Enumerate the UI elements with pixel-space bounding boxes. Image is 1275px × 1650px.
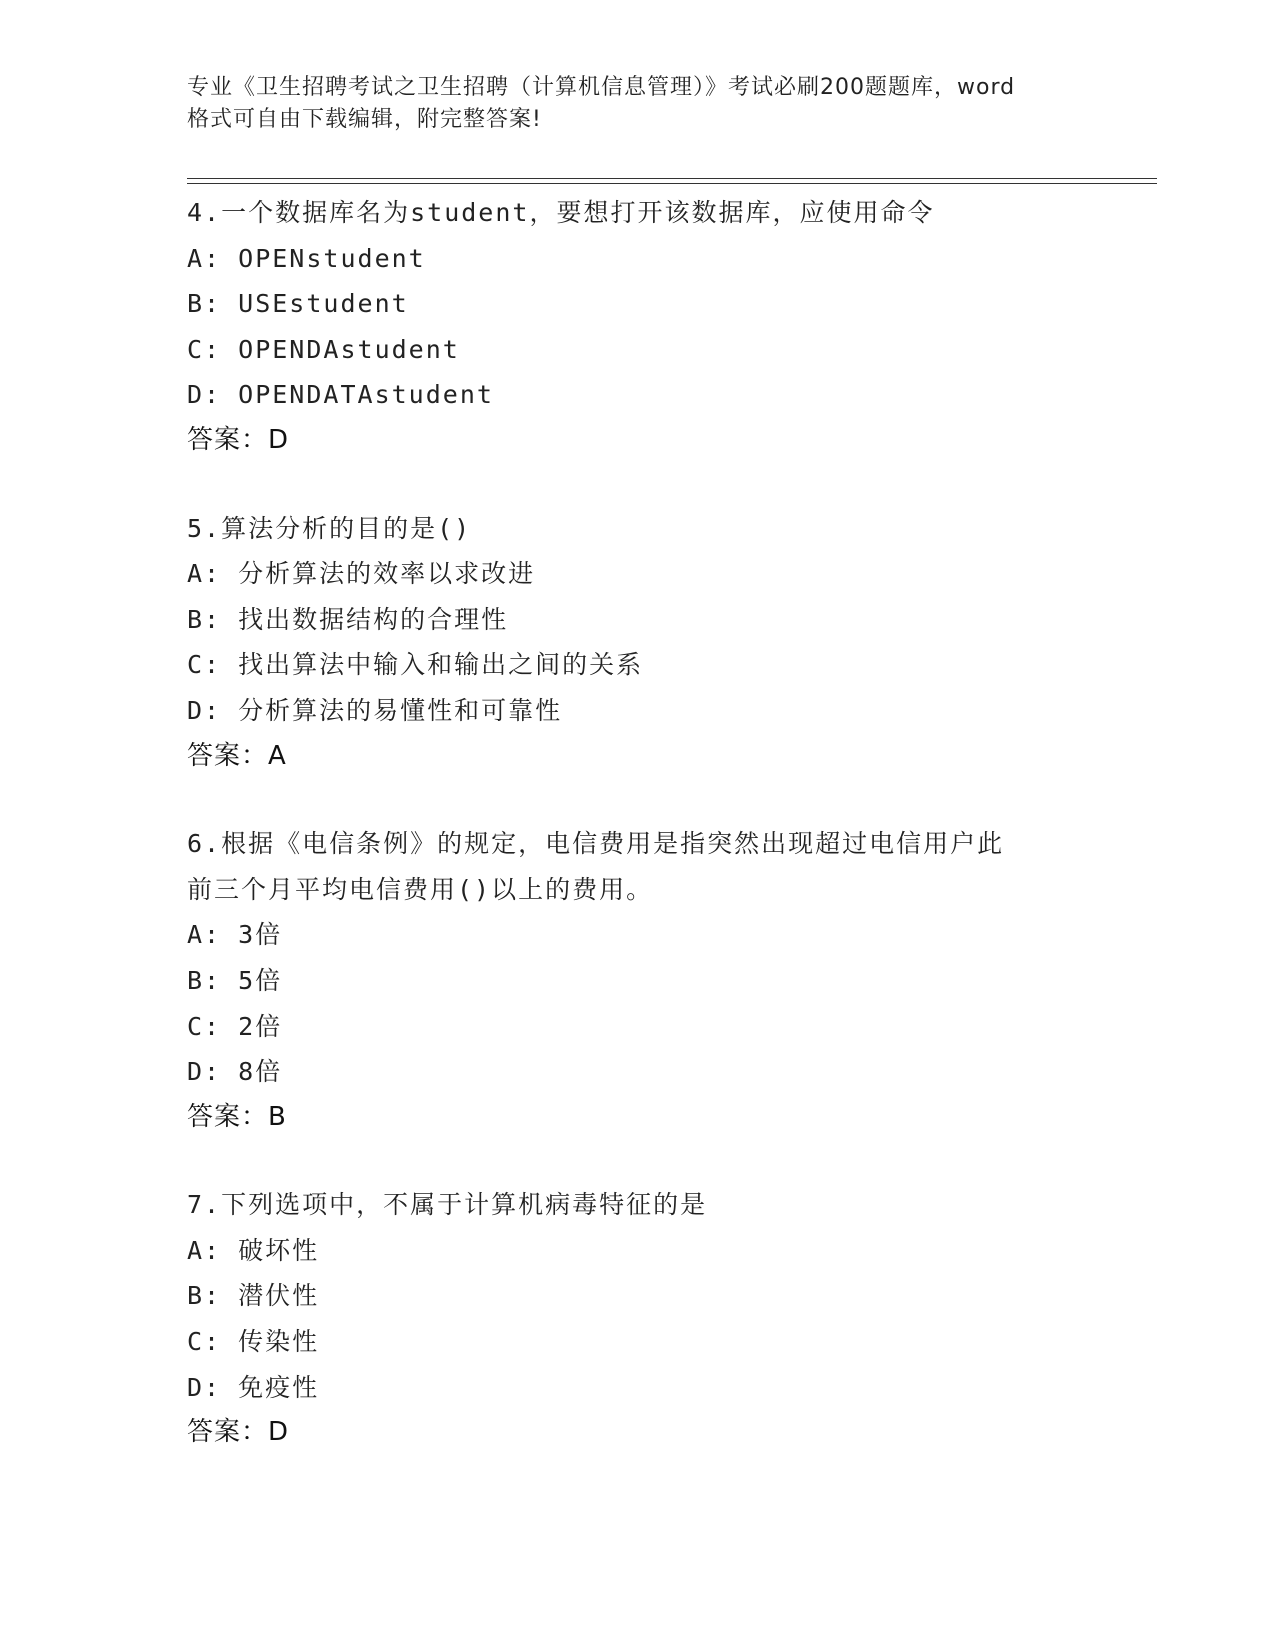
answer-label: 答案：A [187, 740, 287, 771]
option-b: B: 找出数据结构的合理性 [187, 604, 509, 634]
question-6 [187, 821, 1087, 1140]
option-d: D: 分析算法的易懂性和可靠性 [187, 695, 563, 725]
option-d: D: 免疫性 [187, 1372, 320, 1402]
question-stem-line-1: 6.根据《电信条例》的规定，电信费用是指突然出现超过电信用户此 [187, 829, 1005, 859]
header-line-2: 格式可自由下载编辑，附完整答案! [187, 107, 542, 132]
option-a: A: 分析算法的效率以求改进 [187, 559, 536, 589]
question-4 [187, 190, 1087, 464]
question-stem-line-2: 前三个月平均电信费用()以上的费用。 [187, 874, 654, 904]
option-a: A: OPENstudent [187, 243, 426, 273]
question-7 [187, 1182, 1087, 1456]
option-a: A: 破坏性 [187, 1235, 320, 1265]
question-stem: 4.一个数据库名为student，要想打开该数据库，应使用命令 [187, 198, 935, 227]
document-header [187, 72, 1087, 136]
header-divider-top [187, 178, 1157, 179]
question-5 [187, 506, 1087, 780]
option-b: B: 潜伏性 [187, 1281, 320, 1311]
answer-label: 答案：B [187, 1101, 287, 1132]
option-c: C: 2倍 [187, 1011, 283, 1041]
option-b: B: USEstudent [187, 289, 409, 319]
question-stem: 7.下列选项中，不属于计算机病毒特征的是 [187, 1190, 708, 1220]
option-b: B: 5倍 [187, 965, 283, 995]
question-list [187, 190, 1087, 1456]
header-divider-bottom [187, 183, 1157, 184]
option-c: C: 传染性 [187, 1327, 320, 1357]
answer-label: 答案：D [187, 424, 290, 455]
option-c: C: OPENDAstudent [187, 334, 460, 364]
option-c: C: 找出算法中输入和输出之间的关系 [187, 650, 644, 680]
option-d: D: 8倍 [187, 1057, 283, 1087]
option-a: A: 3倍 [187, 920, 283, 950]
question-stem: 5.算法分析的目的是() [187, 513, 472, 543]
header-line-1: 专业《卫生招聘考试之卫生招聘（计算机信息管理）》考试必刷200题题库，word [187, 75, 1016, 100]
answer-label: 答案：D [187, 1417, 290, 1448]
option-d: D: OPENDATAstudent [187, 380, 494, 410]
